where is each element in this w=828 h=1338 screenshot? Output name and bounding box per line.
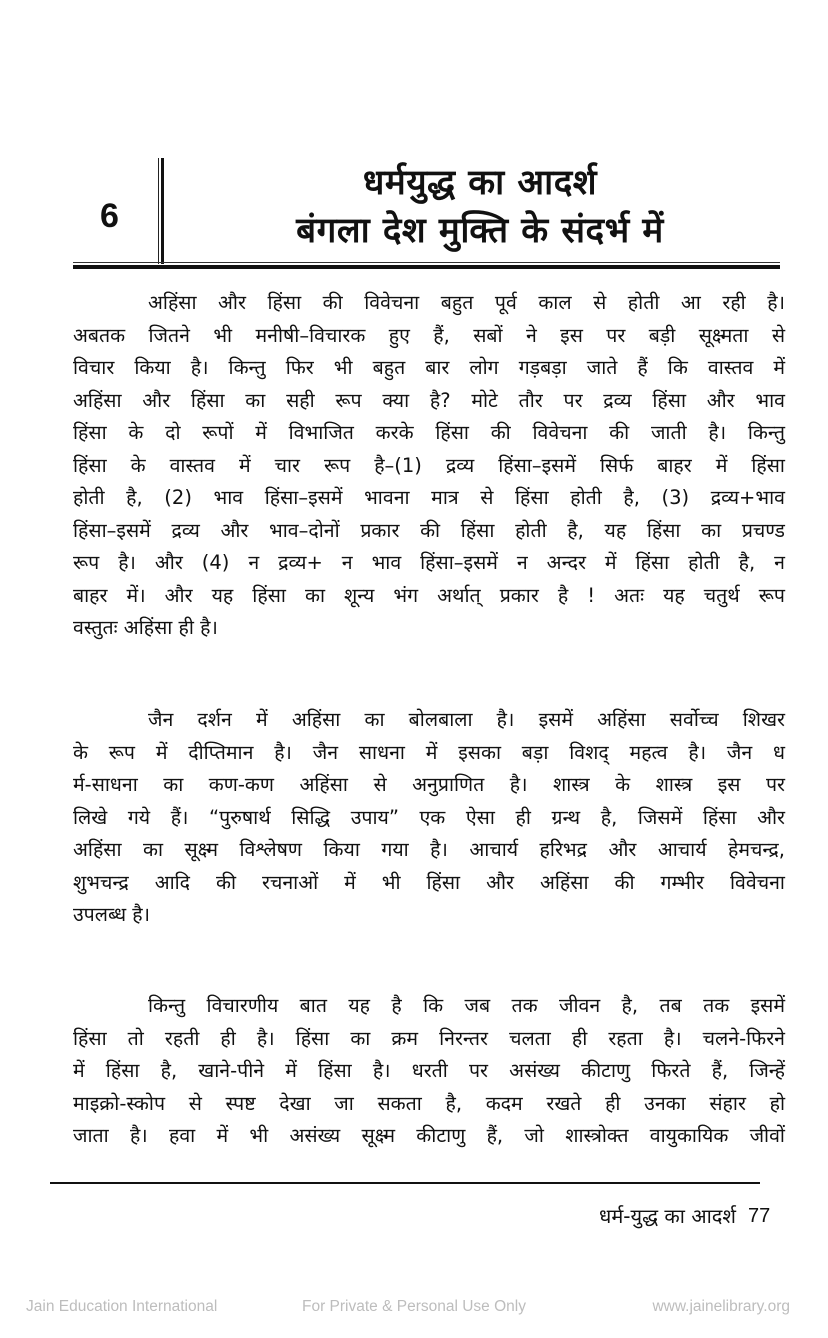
- text-line: में हिंसा है, खाने-पीने में हिंसा है। धरती पर असंख्य कीटाणु फिरते हैं, जिन्हें: [73, 1059, 785, 1082]
- text-line: शुभचन्द्र आदि की रचनाओं में भी हिंसा और अहिंसा की गम्भीर विवेचना: [73, 870, 785, 894]
- header-rule-thin: [73, 262, 780, 263]
- text-line: अबतक जितने भी मनीषी–विचारक हुए हैं, सबों ने इस पर बड़ी सूक्ष्मता से: [73, 323, 785, 347]
- text-line: उपलब्ध है।: [73, 903, 151, 926]
- text-line: हिंसा के दो रूपों में विभाजित करके हिंसा की विवेचना की जाती है। किन्तु: [73, 421, 785, 444]
- text-line: अहिंसा और हिंसा का सही रूप क्या है? मोटे तौर पर द्रव्य हिंसा और भाव: [73, 388, 785, 412]
- chapter-number: 6: [100, 197, 119, 235]
- header-vertical-divider-thin: [158, 158, 159, 264]
- text-line: जैन दर्शन में अहिंसा का बोलबाला है। इसमें अहिंसा सर्वोच्च शिखर: [148, 708, 785, 731]
- footer-rule: [50, 1182, 760, 1184]
- text-line: विचार किया है। किन्तु फिर भी बहुत बार लोग गड़बड़ा जाते हैं कि वास्तव में: [73, 356, 785, 379]
- text-line: किन्तु विचारणीय बात यह है कि जब तक जीवन है, तब तक इसमें: [148, 994, 785, 1017]
- text-line: रूप है। और (4) न द्रव्य+ न भाव हिंसा–इसमें न अन्दर में हिंसा होती है, न: [73, 551, 785, 574]
- watermark-website: www.jainelibrary.org: [652, 1298, 790, 1315]
- text-line: हिंसा तो रहती ही है। हिंसा का क्रम निरन्तर चलता ही रहता है। चलने-फिरने: [73, 1026, 785, 1050]
- chapter-title-line-1: धर्मयुद्ध का आदर्श: [362, 163, 598, 203]
- text-line: वस्तुतः अहिंसा ही है।: [73, 616, 218, 639]
- running-footer-title: धर्म-युद्ध का आदर्श: [599, 1204, 736, 1228]
- header-vertical-divider-thick: [161, 158, 164, 264]
- text-line: के रूप में दीप्तिमान है। जैन साधना में इसका बड़ा विशद् महत्व है। जैन ध: [73, 740, 785, 764]
- watermark-publisher: Jain Education International: [26, 1298, 218, 1315]
- text-line: हिंसा–इसमें द्रव्य और भाव–दोनों प्रकार की हिंसा होती है, यह हिंसा का प्रचण्ड: [73, 518, 785, 542]
- header-rule-thick: [73, 265, 780, 269]
- text-line: अहिंसा का सूक्ष्म विश्लेषण किया गया है। आचार्य हरिभद्र और आचार्य हेमचन्द्र,: [73, 838, 785, 861]
- text-line: माइक्रो-स्कोप से स्पष्ट देखा जा सकता है, कदम रखते ही उनका संहार हो: [73, 1091, 785, 1115]
- text-line: होती है, (2) भाव हिंसा–इसमें भावना मात्र से हिंसा होती है, (3) द्रव्य+भाव: [73, 486, 785, 509]
- text-line: र्म-साधना का कण-कण अहिंसा से अनुप्राणित है। शास्त्र के शास्त्र इस पर: [73, 773, 785, 796]
- watermark-usage-notice: For Private & Personal Use Only: [302, 1298, 526, 1315]
- text-line: जाता है। हवा में भी असंख्य सूक्ष्म कीटाणु हैं, जो शास्त्रोक्त वायुकायिक जीवों: [73, 1124, 785, 1147]
- text-line: बाहर में। और यह हिंसा का शून्य भंग अर्थात् प्रकार है ! अतः यह चतुर्थ रूप: [73, 583, 785, 607]
- page-number: 77: [748, 1205, 771, 1227]
- text-line: लिखे गये हैं। “पुरुषार्थ सिद्धि उपाय” एक ऐसा ही ग्रन्थ है, जिसमें हिंसा और: [73, 805, 785, 829]
- chapter-title-line-2: बंगला देश मुक्ति के संदर्भ में: [296, 211, 664, 251]
- text-line: अहिंसा और हिंसा की विवेचना बहुत पूर्व काल से होती आ रही है।: [148, 291, 785, 314]
- text-line: हिंसा के वास्तव में चार रूप है–(1) द्रव्य हिंसा–इसमें सिर्फ बाहर में हिंसा: [73, 453, 785, 477]
